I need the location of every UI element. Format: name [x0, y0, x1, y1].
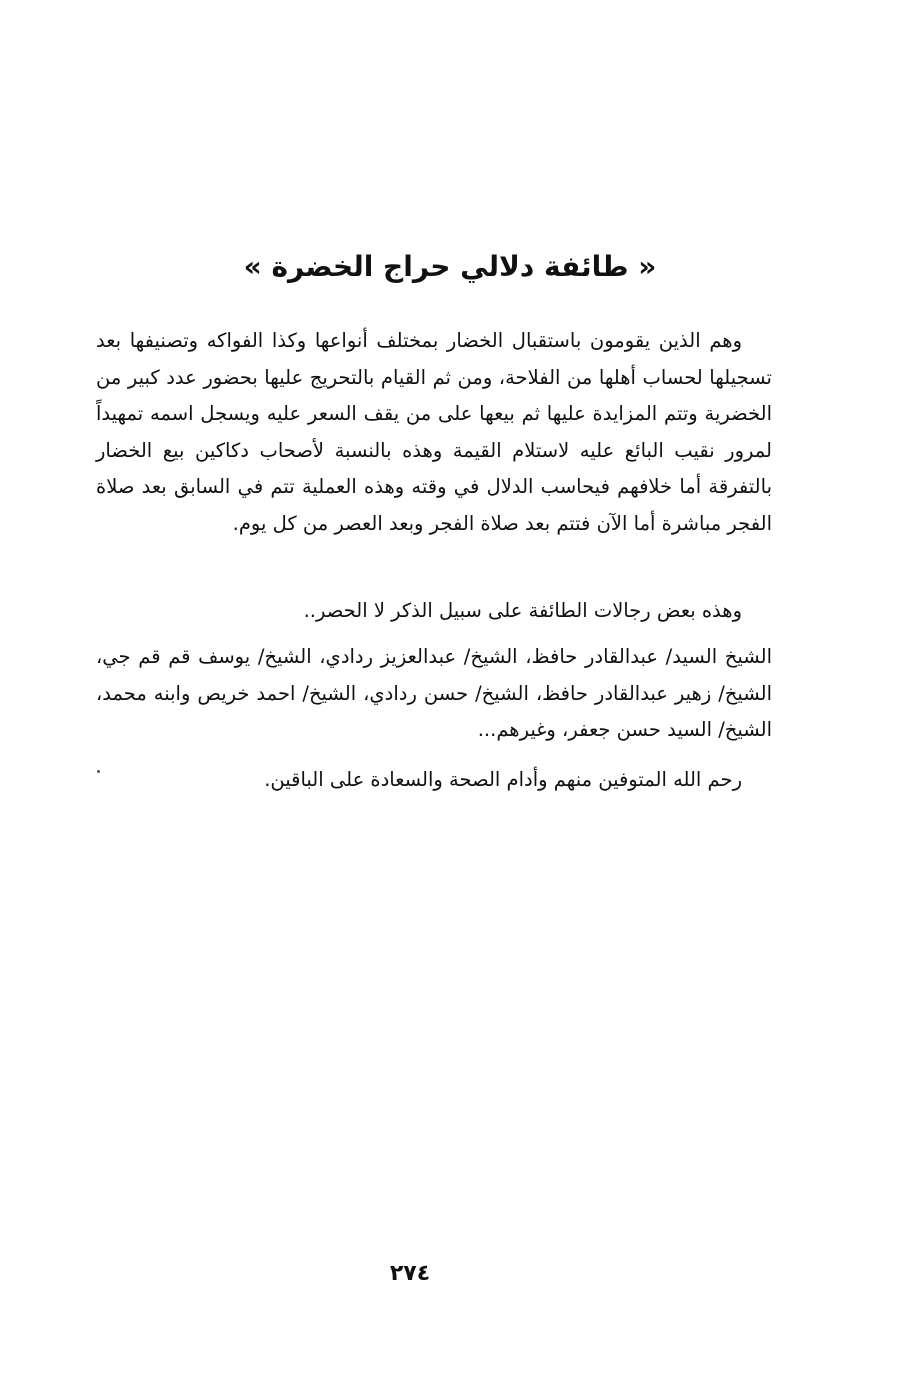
- lead-paragraph: وهذه بعض رجالات الطائفة على سبيل الذكر لا الحصر..: [303, 599, 742, 622]
- names-paragraph: الشيخ السيد/ عبدالقادر حافظ، الشيخ/ عبدالعزيز ردادي، الشيخ/ يوسف قم قم جي، الشيخ/ زهير عبدالقادر حافظ، الشيخ/ حسن ردادي، الشيخ/ احمد خريص وابنه محمد، الشيخ/ السيد حسن جعفر، وغيرهم...: [96, 645, 772, 741]
- section-title: « طائفة دلالي حراج الخضرة »: [243, 249, 657, 283]
- scan-speck: [97, 770, 100, 773]
- intro-paragraph: وهم الذين يقومون باستقبال الخضار بمختلف أنواعها وكذا الفواكه وتصنيفها بعد تسجيلها لحساب أهلها من الفلاحة، ومن ثم القيام بالتحريج عليها بحضور عدد كبير من الخضرية وتتم المزايدة عليها ثم بيعها على من يقف السعر عليه ويسجل اسمه تمهيداً لمرور نقيب البائع عليه لاستلام القيمة وهذه بالنسبة لأصحاب دكاكين بيع الخضار بالتفرقة أما خلافهم فيحاسب الدلال في وقته وهذه العملية تتم في السابق بعد صلاة الفجر مباشرة أما الآن فتتم بعد صلاة الفجر وبعد العصر من كل يوم.: [96, 329, 772, 535]
- closing-paragraph: رحم الله المتوفين منهم وأدام الصحة والسعادة على الباقين.: [264, 768, 742, 791]
- page-number: ٢٧٤: [389, 1261, 431, 1286]
